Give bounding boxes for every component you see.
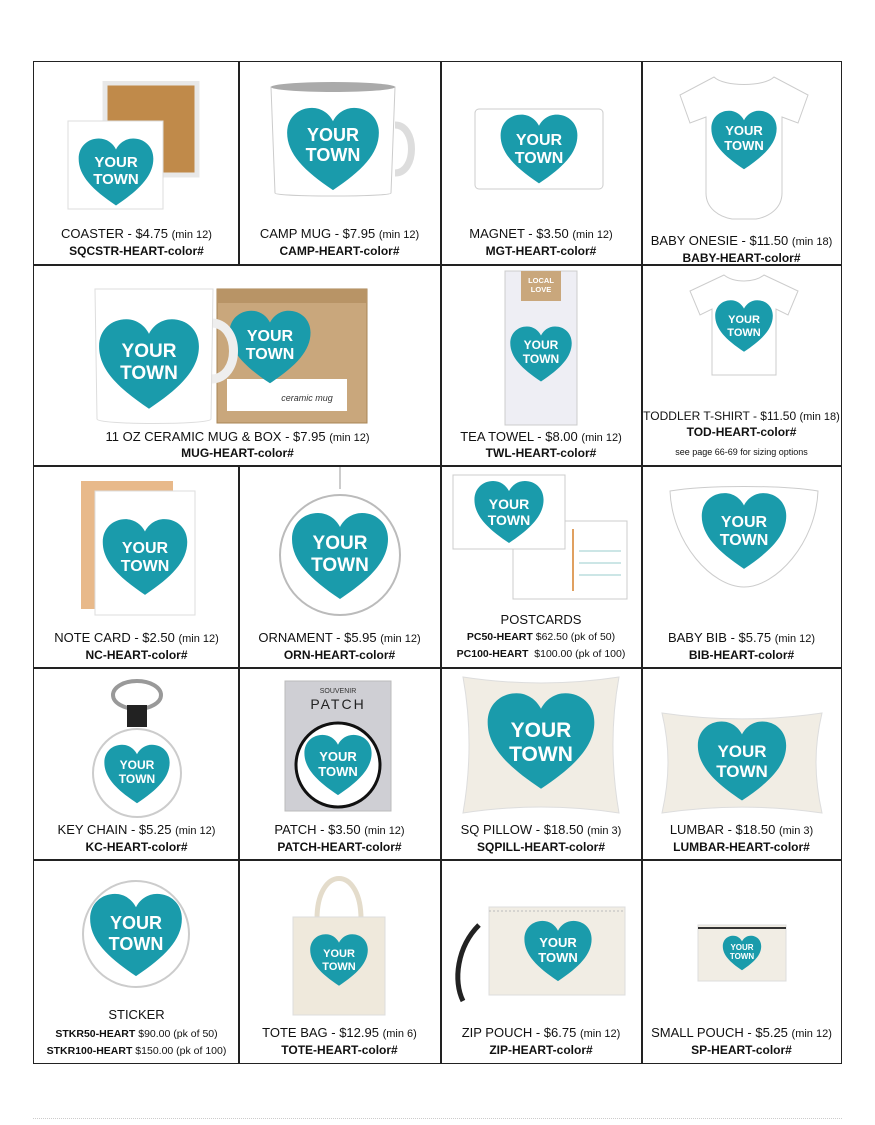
page-footer-rule [33, 1118, 842, 1121]
product-title: BABY ONESIE - $11.50 [650, 233, 789, 248]
product-sku: PATCH-HEART-color# [277, 840, 402, 854]
sq-pillow-image [455, 671, 627, 817]
heart-text: YOUR [312, 533, 368, 554]
camp-mug-image [267, 81, 417, 201]
product-min: (min 12) [171, 229, 212, 241]
postcards-line-2 [441, 647, 641, 661]
product-coaster [35, 63, 238, 263]
postcards-price-1: $62.50 (pk of 50) [535, 631, 616, 643]
postcards-line-1 [441, 630, 641, 644]
product-name [642, 408, 841, 425]
sizing-note: see page 66-69 for sizing options [675, 447, 808, 457]
product-name [441, 226, 641, 243]
heart-text: YOUR [539, 935, 577, 950]
product-postcards [441, 467, 641, 667]
heart-text: YOUR [94, 154, 138, 171]
heart-text: TOWN [108, 934, 164, 954]
heart-text: TOWN [727, 327, 761, 339]
heart-text: TOWN [322, 961, 356, 973]
product-key-chain [35, 669, 238, 859]
heart-text: YOUR [121, 341, 177, 362]
product-title: BABY BIB - $5.75 [667, 630, 772, 645]
heart-text: TOWN [93, 171, 139, 188]
patch-pkg-big: PATCH [310, 696, 366, 712]
product-min: (min 12) [175, 825, 216, 837]
product-min: (min 18) [799, 411, 840, 423]
ornament-image [273, 467, 407, 617]
heart-text: TOWN [514, 150, 564, 167]
product-title: CAMP MUG - $7.95 [259, 226, 376, 241]
product-toddler-tshirt [642, 265, 841, 465]
postcards-price-2: $100.00 (pk of 100) [534, 648, 626, 660]
heart-text: YOUR [730, 943, 754, 952]
magnet-image [471, 105, 611, 195]
product-sku: TOD-HEART-color# [686, 425, 797, 439]
product-title: TEA TOWEL - $8.00 [460, 429, 578, 444]
heart-text: TOWN [120, 558, 170, 575]
sticker-price-1: $90.00 (pk of 50) [138, 1028, 218, 1040]
product-magnet [441, 63, 641, 263]
product-title: TODDLER T-SHIRT - $11.50 [643, 409, 797, 423]
heart-text: YOUR [523, 338, 559, 352]
mug-box-image [93, 283, 383, 431]
product-sku: SP-HEART-color# [691, 1043, 792, 1057]
product-min: (min 3) [778, 825, 814, 837]
product-small-pouch [642, 861, 841, 1063]
product-title: SMALL POUCH - $5.25 [651, 1025, 788, 1040]
product-title: SQ PILLOW - $18.50 [460, 822, 584, 837]
heart-text: TOWN [318, 764, 358, 779]
product-title: PATCH - $3.50 [274, 822, 361, 837]
product-title: ZIP POUCH - $6.75 [461, 1025, 577, 1040]
sticker-line-1 [35, 1027, 238, 1041]
sticker-image [79, 877, 193, 991]
product-min: (min 12) [380, 633, 421, 645]
heart-text: TOWN [729, 952, 755, 961]
product-min: (min 12) [581, 432, 622, 444]
heart-text: TOWN [716, 762, 768, 781]
heart-text: YOUR [510, 719, 572, 742]
lumbar-image [656, 707, 828, 819]
product-title: MAGNET - $3.50 [469, 226, 569, 241]
product-sku: TOTE-HEART-color# [281, 1043, 398, 1057]
tag-text: LOCAL [528, 276, 554, 285]
postcards-sku-2: PC100-HEART [456, 648, 529, 660]
heart-text: YOUR [488, 496, 530, 512]
sticker-price-2: $150.00 (pk of 100) [135, 1045, 227, 1057]
product-tote-bag [239, 861, 440, 1063]
product-name [239, 630, 440, 647]
tea-towel-image [501, 269, 581, 427]
heart-text: TOWN [509, 743, 573, 766]
heart-text: TOWN [522, 352, 560, 366]
product-min: (min 3) [587, 825, 622, 837]
bib-image [666, 483, 822, 593]
heart-text: YOUR [109, 913, 163, 933]
heart-text: YOUR [515, 132, 563, 149]
product-sku: BABY-HEART-color# [682, 251, 801, 265]
product-name [441, 1025, 641, 1042]
heart-text: YOUR [121, 540, 169, 557]
product-sku: LUMBAR-HEART-color# [673, 840, 810, 854]
postcards-sku-1: PC50-HEART [466, 631, 533, 643]
onesie-image [674, 73, 814, 223]
sticker-line-2 [35, 1044, 238, 1058]
heart-text: TOWN [120, 363, 178, 384]
product-mug-box [35, 265, 440, 465]
product-sku: MUG-HEART-color# [181, 446, 294, 460]
heart-text: TOWN [245, 346, 295, 363]
box-label: ceramic mug [281, 393, 333, 403]
product-sq-pillow [441, 669, 641, 859]
heart-text: YOUR [720, 514, 768, 531]
product-title: KEY CHAIN - $5.25 [57, 822, 172, 837]
product-title: COASTER - $4.75 [61, 226, 168, 241]
heart-text: TOWN [305, 145, 361, 165]
product-title: NOTE CARD - $2.50 [54, 630, 175, 645]
product-name [239, 226, 440, 243]
heart-text: TOWN [118, 772, 156, 786]
product-name [239, 822, 440, 839]
product-name [35, 429, 440, 446]
postcards-title: POSTCARDS [500, 612, 582, 627]
product-min: (min 12) [572, 229, 613, 241]
sticker-sku-2: STKR100-HEART [46, 1045, 133, 1057]
product-sku: TWL-HEART-color# [485, 446, 597, 460]
postcards-image [451, 473, 631, 603]
product-sku: SQCSTR-HEART-color# [69, 244, 204, 258]
product-title: 11 OZ CERAMIC MUG & BOX - $7.95 [105, 429, 326, 444]
heart-text: YOUR [246, 328, 294, 345]
heart-text: TOWN [311, 555, 369, 576]
product-name [441, 822, 641, 839]
heart-text: YOUR [319, 749, 357, 764]
heart-text: YOUR [717, 742, 767, 761]
heart-text: YOUR [725, 123, 763, 138]
product-title: ORNAMENT - $5.95 [258, 630, 377, 645]
product-sku: CAMP-HEART-color# [279, 244, 400, 258]
patch-image [283, 679, 393, 813]
product-sku: SQPILL-HEART-color# [476, 840, 605, 854]
product-name [642, 822, 841, 839]
product-zip-pouch [441, 861, 641, 1063]
product-camp-mug [239, 63, 440, 263]
heart-text: TOWN [719, 532, 769, 549]
product-min: (min 18) [791, 236, 833, 248]
patch-pkg-small: SOUVENIR [319, 688, 357, 695]
product-name [441, 429, 641, 446]
tote-bag-image [289, 863, 389, 1019]
tshirt-image [684, 271, 804, 381]
sticker-title: STICKER [108, 1007, 165, 1022]
product-min: (min 12) [791, 1028, 832, 1040]
product-min: (min 12) [579, 1028, 621, 1040]
product-baby-bib [642, 467, 841, 667]
product-sku: MGT-HEART-color# [485, 244, 597, 258]
product-min: (min 12) [364, 825, 405, 837]
heart-text: TOWN [538, 950, 578, 965]
product-min: (min 12) [178, 633, 219, 645]
product-min: (min 6) [382, 1028, 417, 1040]
product-title: TOTE BAG - $12.95 [262, 1025, 379, 1040]
heart-text: YOUR [119, 758, 155, 772]
heart-text: TOWN [724, 138, 764, 153]
product-name [642, 630, 841, 647]
product-name [642, 233, 841, 250]
coaster-image [65, 81, 205, 211]
small-pouch-image [694, 921, 790, 985]
tag-text: LOVE [530, 285, 552, 294]
product-min: (min 12) [378, 229, 420, 241]
product-sku: NC-HEART-color# [85, 648, 188, 662]
product-sticker [35, 861, 238, 1063]
key-chain-image [87, 677, 187, 823]
product-lumbar [642, 669, 841, 859]
heart-text: YOUR [323, 948, 355, 960]
product-note-card [35, 467, 238, 667]
product-sku: KC-HEART-color# [85, 840, 188, 854]
product-name [35, 822, 238, 839]
product-name [35, 630, 238, 647]
product-sku: BIB-HEART-color# [688, 648, 795, 662]
sticker-sku-1: STKR50-HEART [55, 1028, 136, 1040]
product-tea-towel [441, 265, 641, 465]
product-baby-onesie [642, 63, 841, 263]
product-name [642, 1025, 841, 1042]
product-min: (min 12) [774, 633, 816, 645]
heart-text: YOUR [728, 314, 760, 326]
product-title: LUMBAR - $18.50 [669, 822, 776, 837]
product-min: (min 12) [329, 432, 370, 444]
zip-pouch-image [449, 897, 629, 1007]
product-sku: ZIP-HEART-color# [489, 1043, 593, 1057]
product-ornament [239, 467, 440, 667]
product-name [35, 226, 238, 243]
note-card-image [75, 477, 205, 617]
product-sku: ORN-HEART-color# [283, 648, 396, 662]
heart-text: YOUR [306, 125, 360, 145]
heart-text: TOWN [487, 512, 531, 528]
product-patch [239, 669, 440, 859]
product-name [239, 1025, 440, 1042]
